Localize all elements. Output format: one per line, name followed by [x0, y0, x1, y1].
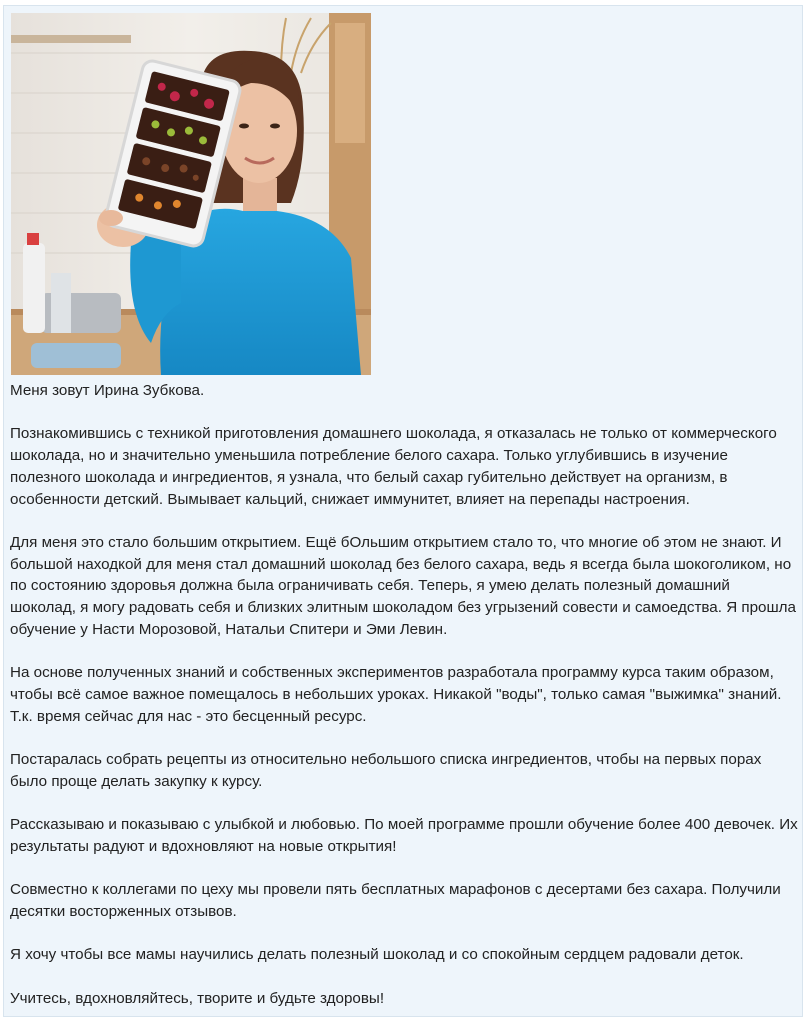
portrait-photo-icon [11, 13, 371, 375]
bio-paragraph: Я хочу чтобы все мамы научились делать полезный шоколад и со спокойным сердцем радовали деток. [10, 946, 744, 964]
bio-paragraph: На основе полученных знаний и собственных экспериментов разработала программу курса таким образом, чтобы всё самое важное помещалось в небольших уроках. Никакой "воды", только самая "выжимка" знаний. Т.к. время сейчас для нас - это бесценный ресурс. [10, 664, 782, 725]
bio-paragraph: Познакомившись с техникой приготовления домашнего шоколада, я отказалась не только от коммерческого шоколада, но и значительно уменьшила потребление белого сахара. Только углубившись в изучение полезного шоколада и ингредиентов, я узнала, что белый сахар губительно действует на организм, в особенности детский. Вымывает кальций, снижает иммунитет, влияет на перепады настроения. [10, 425, 777, 508]
author-photo [11, 13, 371, 375]
author-bio-text [10, 380, 798, 1009]
bio-paragraph: Совместно к коллегами по цеху мы провели пять бесплатных марафонов с десертами без сахара. Получили десятки восторженных отзывов. [10, 881, 781, 920]
about-author-card [3, 5, 803, 1017]
bio-paragraph-intro: Меня зовут Ирина Зубкова. [10, 382, 205, 399]
bio-paragraph: Рассказываю и показываю с улыбкой и любовью. По моей программе прошли обучение более 400 девочек. Их результаты радуют и вдохновляют на новые открытия! [10, 815, 798, 855]
bio-paragraph-closing: Учитесь, вдохновляйтесь, творите и будьте здоровы! [10, 989, 385, 1007]
bio-paragraph: Для меня это стало большим открытием. Ещё бОльшим открытием стало то, что многие об этом не знают. И большой находкой для меня стал домашний шоколад без белого сахара, ведь я всегда была шокоголиком, но по состоянию здоровья должна была ограничивать себя. Теперь, я умею делать полезный домашний шоколад, я могу радовать себя и близких элитным шоколадом без угрызений совести и самоедства. Я прошла обучение у Насти Морозовой, Натальи Спитери и Эми Левин. [10, 533, 796, 638]
bio-paragraph: Постаралась собрать рецепты из относительно небольшого списка ингредиентов, чтобы на первых порах было проще делать закупку к курсу. [10, 750, 762, 790]
